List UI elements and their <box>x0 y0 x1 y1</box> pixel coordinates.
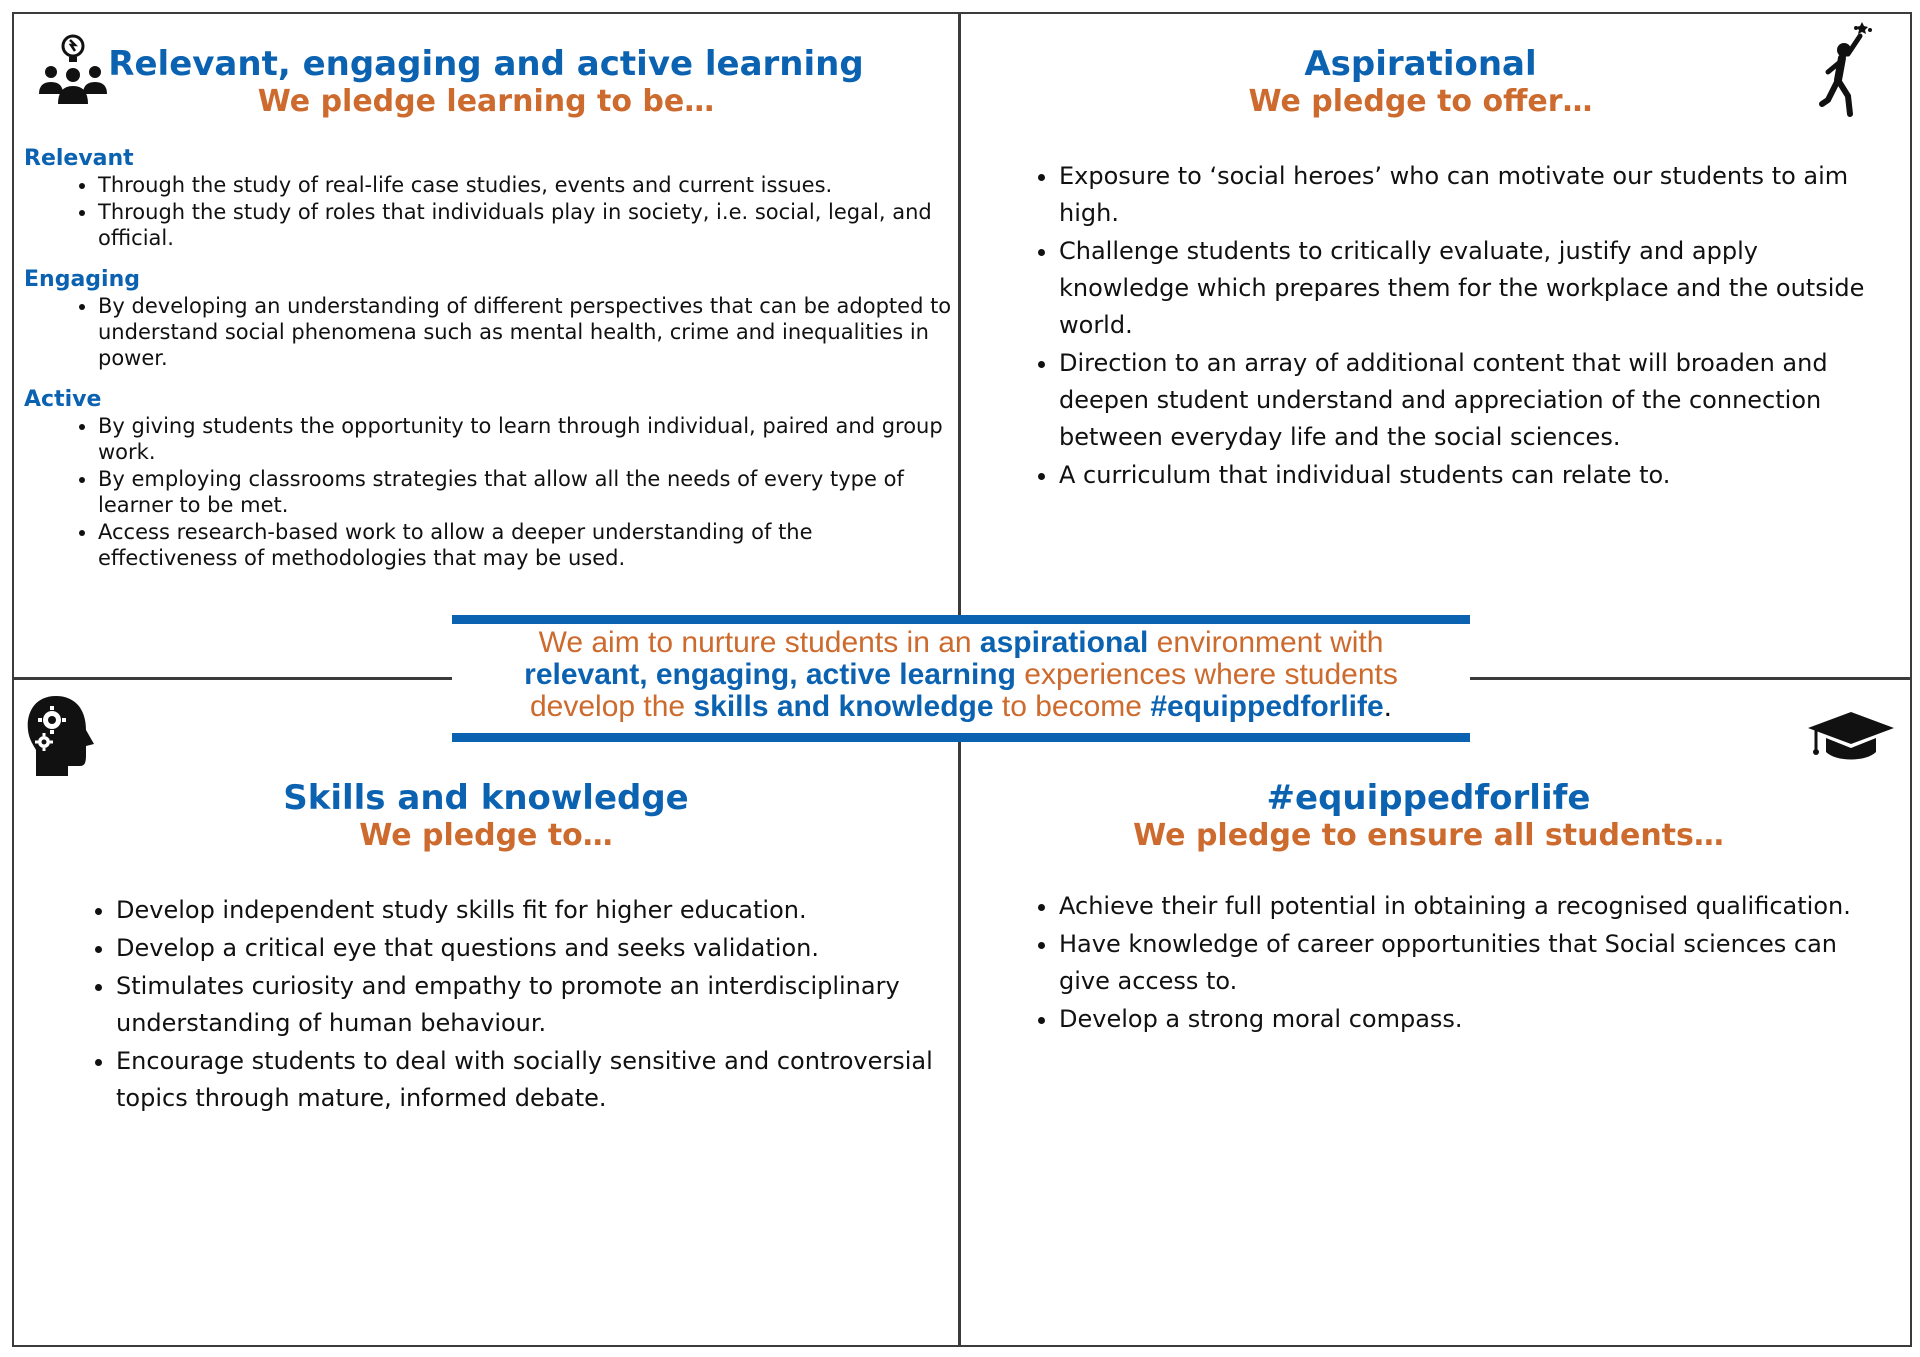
quadrant-subtitle: We pledge to… <box>359 818 613 853</box>
mission-line-2 <box>452 659 1470 691</box>
quadrant-skills-knowledge <box>14 778 958 1118</box>
quadrant-equipped-for-life <box>961 778 1910 1039</box>
quadrant-relevant-learning <box>14 44 958 572</box>
list-item: • Develop a strong moral compass. <box>1059 1001 1879 1038</box>
horizontal-divider-left <box>12 677 452 680</box>
mission-highlight: aspirational <box>979 626 1149 659</box>
mission-text: . <box>1383 690 1393 723</box>
mission-text: develop the <box>529 690 694 723</box>
list-item: • A curriculum that individual students can relate to. <box>1059 457 1879 494</box>
list-item: • Develop a critical eye that questions and seeks validation. <box>116 930 936 967</box>
list-item: • By developing an understanding of different perspectives that can be adopted to understand social phenomena such as mental health, crime and inequalities in power. <box>98 293 954 371</box>
list-item: • Stimulates curiosity and empathy to promote an interdisciplinary understanding of human behaviour. <box>116 968 936 1042</box>
mission-statement-box <box>452 615 1470 742</box>
equipped-list <box>961 888 1879 1038</box>
quadrant-title: Relevant, engaging and active learning <box>108 44 864 84</box>
list-item: • Have knowledge of career opportunities that Social sciences can give access to. <box>1059 926 1879 1000</box>
list-item: • Encourage students to deal with socially sensitive and controversial topics through mature, informed debate. <box>116 1043 936 1117</box>
section-heading-relevant: Relevant <box>24 146 134 171</box>
quadrant-title: Aspirational <box>1304 44 1537 84</box>
list-item: • Through the study of real-life case studies, events and current issues. <box>98 172 954 198</box>
mission-highlight: #equippedforlife <box>1150 690 1384 723</box>
mission-text: environment with <box>1148 626 1384 659</box>
list-item: • By employing classrooms strategies that allow all the needs of every type of learner to be met. <box>98 466 954 518</box>
head-gears-icon <box>24 694 96 778</box>
mission-line-1 <box>452 627 1470 659</box>
mission-top-bar <box>452 615 1470 624</box>
list-item: • Develop independent study skills fit for higher education. <box>116 892 936 929</box>
mission-text: to become <box>993 690 1151 723</box>
quadrant-subtitle: We pledge learning to be… <box>257 84 715 119</box>
list-item: • Challenge students to critically evaluate, justify and apply knowledge which prepares them for the workplace and the outside world. <box>1059 233 1879 344</box>
mission-statement <box>452 627 1470 723</box>
active-list <box>24 413 954 571</box>
section-heading-engaging: Engaging <box>24 267 140 292</box>
list-item: • Direction to an array of additional content that will broaden and deepen student understand and appreciation of the connection between everyday life and the social sciences. <box>1059 345 1879 456</box>
quadrant-title: #equippedforlife <box>1266 778 1591 818</box>
quadrant-aspirational <box>961 44 1910 495</box>
mission-bottom-bar <box>452 733 1470 742</box>
relevant-list <box>24 172 954 251</box>
list-item: • Achieve their full potential in obtaining a recognised qualification. <box>1059 888 1879 925</box>
horizontal-divider-right <box>1470 677 1912 680</box>
list-item: • By giving students the opportunity to learn through individual, paired and group work. <box>98 413 954 465</box>
list-item: • Exposure to ‘social heroes’ who can motivate our students to aim high. <box>1059 158 1879 232</box>
skills-list <box>14 892 936 1117</box>
engaging-list <box>24 293 954 371</box>
aspirational-list <box>961 158 1879 494</box>
mission-text: We aim to nurture students in an <box>538 626 980 659</box>
mission-text: experiences where students <box>1015 658 1398 691</box>
mission-highlight: skills and knowledge <box>693 690 994 723</box>
graduation-cap-icon <box>1806 710 1896 764</box>
list-item: • Through the study of roles that individuals play in society, i.e. social, legal, and official. <box>98 199 954 251</box>
mission-line-3 <box>452 691 1470 723</box>
quadrant-subtitle: We pledge to offer… <box>1248 84 1593 119</box>
quadrant-subtitle: We pledge to ensure all students… <box>1133 818 1724 853</box>
section-heading-active: Active <box>24 387 102 412</box>
mission-highlight: relevant, engaging, active learning <box>524 658 1016 691</box>
list-item: • Access research-based work to allow a deeper understanding of the effectiveness of methodologies that may be used. <box>98 519 954 571</box>
quadrant-title: Skills and knowledge <box>283 778 689 818</box>
